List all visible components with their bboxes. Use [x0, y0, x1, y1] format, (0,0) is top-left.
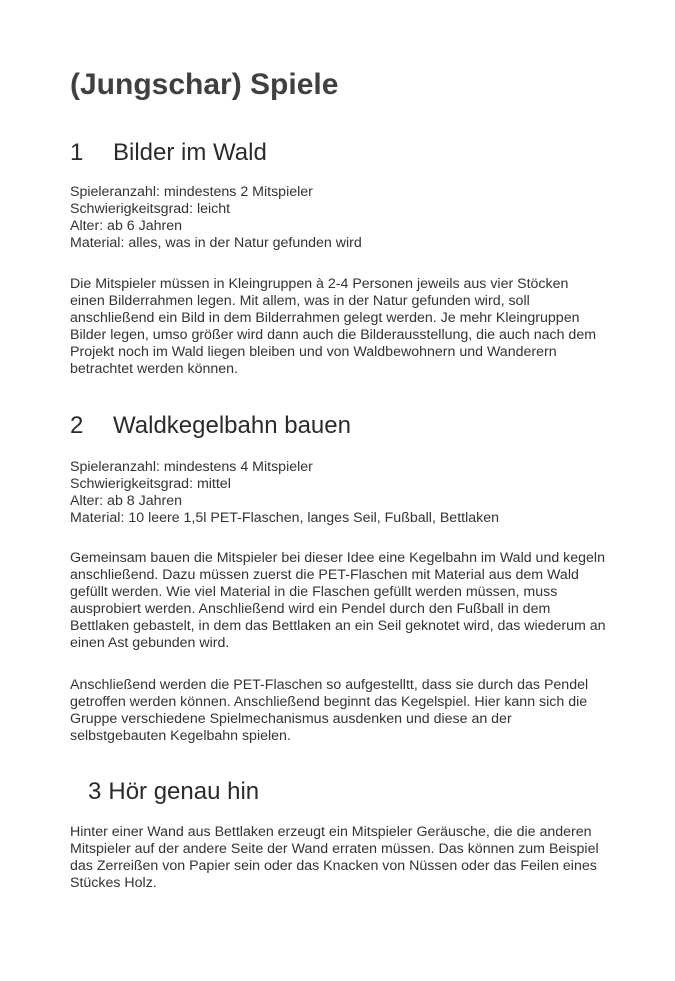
section-2-meta	[70, 459, 630, 527]
paragraph-line: einen Ast gebunden wird.	[70, 635, 230, 651]
paragraph-line: Anschließend werden die PET-Flaschen so aufgestelltt, dass sie durch das Pendel	[70, 677, 589, 693]
section-1-title: Bilder im Wald	[113, 139, 267, 166]
paragraph-line: betrachtet werden können.	[70, 361, 238, 377]
paragraph-line: das Zerreißen von Papier sein oder das Knacken von Nüssen oder das Feilen eines	[70, 858, 597, 874]
paragraph-line: Bettlaken gebastelt, in dem das Bettlaken an ein Seil geknotet wird, das wiederum an	[70, 618, 606, 634]
meta-material: Material: 10 leere 1,5l PET-Flaschen, langes Seil, Fußball, Bettlaken	[70, 510, 499, 526]
paragraph-line: Projekt noch im Wald liegen bleiben und von Waldbewohnern und Wanderern	[70, 344, 557, 360]
paragraph-line: selbstgebauten Kegelbahn spielen.	[70, 728, 291, 744]
paragraph-line: ausprobiert werden. Anschließend wird ein Pendel durch den Fußball in dem	[70, 601, 551, 617]
meta-age: Alter: ab 6 Jahren	[70, 218, 182, 234]
paragraph-line: Gemeinsam bauen die Mitspieler bei dieser Idee eine Kegelbahn im Wald und kegeln	[70, 550, 605, 566]
meta-players: Spieleranzahl: mindestens 2 Mitspieler	[70, 184, 313, 200]
paragraph-line: getroffen werden können. Anschließend beginnt das Kegelspiel. Hier kann sich die	[70, 694, 588, 710]
meta-difficulty: Schwierigkeitsgrad: leicht	[70, 201, 231, 217]
section-2-title: Waldkegelbahn bauen	[113, 412, 351, 439]
paragraph-line: Die Mitspieler müssen in Kleingruppen à 2-4 Personen jeweils aus vier Stöcken	[70, 276, 569, 292]
section-3-number: 3	[88, 778, 102, 805]
section-2-number: 2	[70, 412, 84, 439]
page-title: (Jungschar) Spiele	[70, 68, 339, 101]
paragraph-line: anschließend. Dazu müssen zuerst die PET-Flaschen mit Material aus dem Wald	[70, 567, 579, 583]
section-1-heading	[70, 138, 267, 168]
section-1-paragraph-1	[70, 276, 630, 378]
meta-material: Material: alles, was in der Natur gefunden wird	[70, 235, 362, 251]
paragraph-line: Bilder legen, umso größer wird dann auch die Bilderausstellung, die auch nach dem	[70, 327, 597, 343]
section-1-meta	[70, 184, 630, 252]
paragraph-line: Gruppe verschiedene Spielmechanismus ausdenken und diese an der	[70, 711, 512, 727]
paragraph-line: einen Bilderrahmen legen. Mit allem, was in der Natur gefunden wird, soll	[70, 293, 530, 309]
section-3-paragraph-1	[70, 824, 630, 892]
meta-players: Spieleranzahl: mindestens 4 Mitspieler	[70, 459, 313, 475]
paragraph-line: Hinter einer Wand aus Bettlaken erzeugt ein Mitspieler Geräusche, die die anderen	[70, 824, 592, 840]
section-2-paragraph-2	[70, 677, 630, 745]
section-2-paragraph-1	[70, 550, 630, 652]
meta-difficulty: Schwierigkeitsgrad: mittel	[70, 476, 231, 492]
section-2-heading	[70, 411, 351, 441]
paragraph-line: gefüllt werden. Wie viel Material in die Flaschen gefüllt werden müssen, muss	[70, 584, 558, 600]
paragraph-line: anschließend ein Bild in dem Bilderrahmen gelegt werden. Je mehr Kleingruppen	[70, 310, 580, 326]
meta-age: Alter: ab 8 Jahren	[70, 493, 182, 509]
paragraph-line: Stückes Holz.	[70, 875, 157, 891]
section-3-title: Hör genau hin	[108, 778, 260, 805]
paragraph-line: Mitspieler auf der andere Seite der Wand erraten müssen. Das können zum Beispiel	[70, 841, 599, 857]
section-1-number: 1	[70, 139, 84, 166]
section-3-heading	[88, 777, 259, 807]
